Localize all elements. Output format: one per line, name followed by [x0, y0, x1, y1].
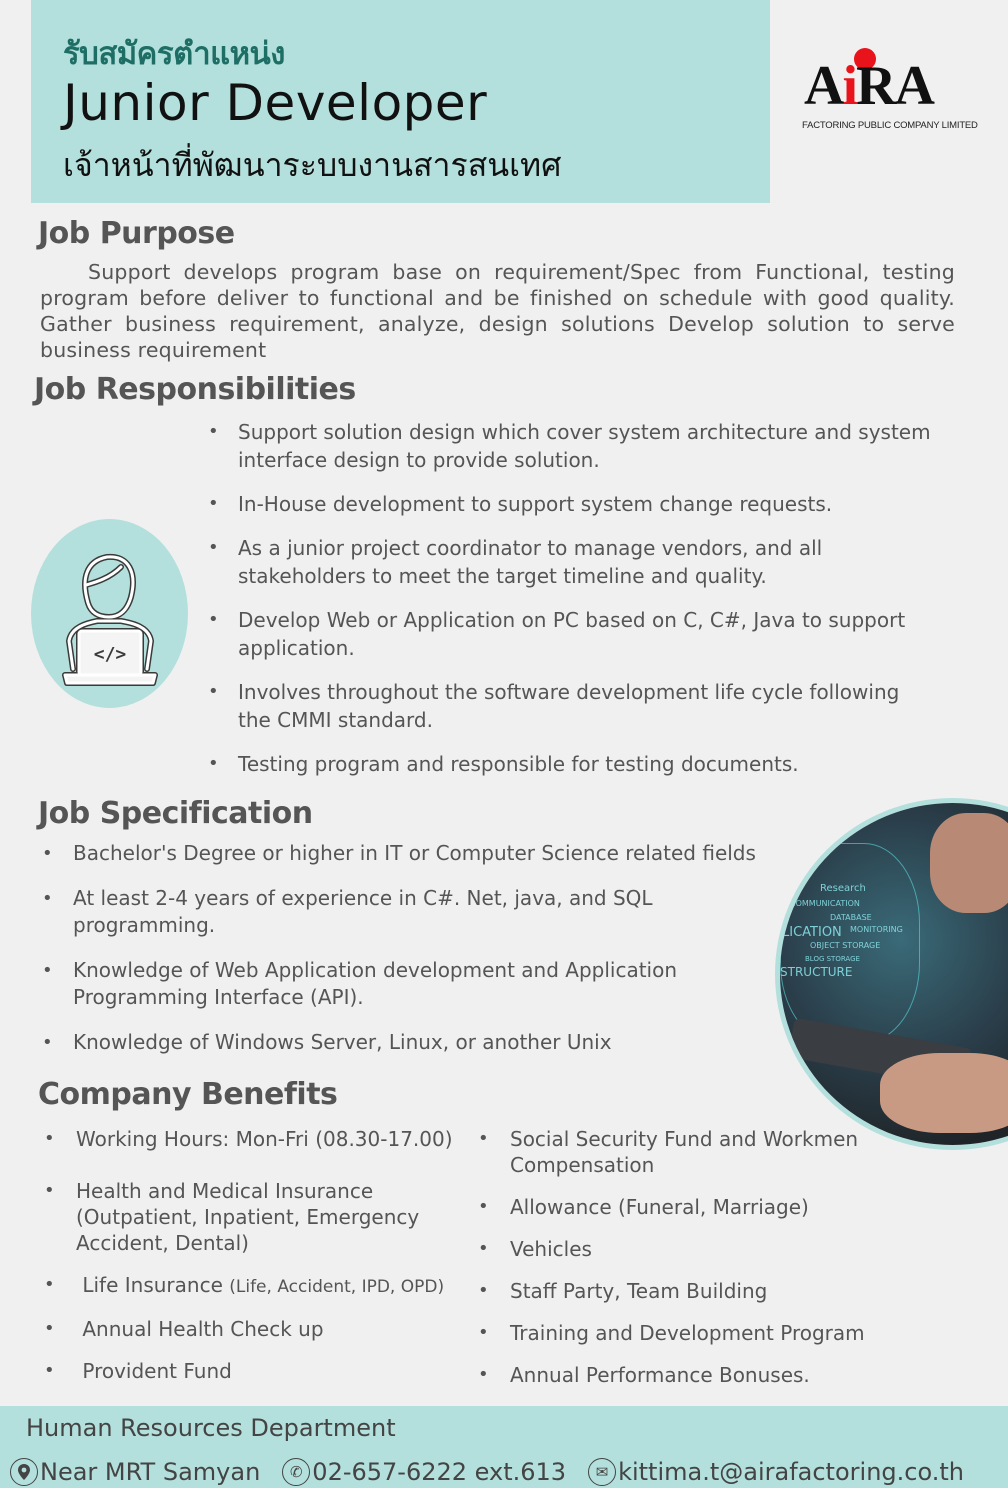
- company-benefits-heading: Company Benefits: [38, 1077, 338, 1112]
- contact-phone[interactable]: [282, 1458, 566, 1486]
- photo-tag: OBJECT STORAGE: [810, 941, 881, 950]
- list-item: • Allowance (Funeral, Marriage): [478, 1195, 809, 1219]
- job-specification-heading: Job Specification: [38, 796, 313, 831]
- list-item: • Annual Health Check up: [44, 1317, 324, 1341]
- responsibilities-list: [208, 418, 968, 794]
- list-item: • Training and Development Program: [478, 1321, 865, 1345]
- list-item: • Support solution design which cover system architecture and system interface design to provide solution.: [208, 420, 931, 472]
- list-item: • Social Security Fund and Workmen Compensation: [478, 1127, 859, 1177]
- phone-text[interactable]: 02-657-6222 ext.613: [312, 1458, 567, 1486]
- email-text[interactable]: kittima.t@airafactoring.co.th: [618, 1458, 964, 1486]
- list-item: • As a junior project coordinator to manage vendors, and all stakeholders to meet the target timeline and quality.: [208, 536, 823, 588]
- businessman-tablet-photo: [775, 798, 1008, 1150]
- job-responsibilities-heading: Job Responsibilities: [34, 372, 356, 407]
- header-kicker: รับสมัครตำแหน่ง: [63, 36, 285, 72]
- list-item: • Health and Medical Insurance (Outpatient, Inpatient, Emergency Accident, Dental): [44, 1179, 420, 1255]
- list-item: • Staff Party, Team Building: [478, 1279, 768, 1303]
- list-item: • Knowledge of Windows Server, Linux, or another Unix: [42, 1030, 612, 1054]
- list-item: • At least 2-4 years of experience in C#. Net, java, and SQL programming.: [42, 886, 653, 937]
- svg-text:</>: </>: [93, 644, 127, 665]
- list-item: • Annual Performance Bonuses.: [478, 1363, 810, 1387]
- list-item: • Involves throughout the software development life cycle following the CMMI standard.: [208, 680, 900, 732]
- contact-location: [10, 1458, 260, 1486]
- photo-tag: DATABASE: [830, 913, 872, 922]
- specification-list: [42, 840, 782, 1074]
- list-item: • Knowledge of Web Application development and Application Programming Interface (API).: [42, 958, 678, 1009]
- hand-lower: [880, 1053, 1008, 1133]
- developer-laptop-icon: [31, 519, 188, 708]
- list-item: • Vehicles: [478, 1237, 592, 1261]
- photo-tag: LICATION: [782, 925, 842, 940]
- list-item: • Provident Fund: [44, 1359, 232, 1383]
- photo-tag: STRUCTURE: [780, 965, 853, 979]
- list-item: • In-House development to support system change requests.: [208, 492, 833, 516]
- hand-upper: [930, 813, 1008, 913]
- email-icon: ✉: [588, 1458, 616, 1486]
- list-item: • Develop Web or Application on PC based on C, C#, Java to support application.: [208, 608, 906, 660]
- job-title-thai: เจ้าหน้าที่พัฒนาระบบงานสารสนเทศ: [63, 146, 562, 184]
- developer-illustration: [31, 519, 188, 708]
- list-item: • Bachelor's Degree or higher in IT or Computer Science related fields: [42, 841, 756, 865]
- benefits-list-right: [478, 1126, 898, 1404]
- job-purpose-text: Support develops program base on requirement/Spec from Functional, testing program before deliver to functional and be finished on schedule with good quality. Gather business requirement, analyze, design solutions Develop solution to serve business requirement: [40, 260, 955, 362]
- map-pin-icon: [10, 1458, 38, 1486]
- list-item: • Testing program and responsible for testing documents.: [208, 752, 799, 776]
- photo-tag: COMMUNICATION: [790, 899, 860, 908]
- job-title: Junior Developer: [63, 74, 488, 132]
- list-item: • Working Hours: Mon-Fri (08.30-17.00): [44, 1127, 453, 1151]
- contact-row: [10, 1458, 986, 1486]
- logo-tagline: FACTORING PUBLIC COMPANY LIMITED: [802, 120, 978, 131]
- job-purpose-heading: Job Purpose: [38, 216, 235, 251]
- contact-footer: [0, 1406, 1008, 1488]
- header-banner: [31, 0, 770, 203]
- logo-wordmark: AiRA: [804, 55, 933, 117]
- company-logo: [800, 44, 980, 134]
- location-text: Near MRT Samyan: [40, 1458, 261, 1486]
- benefits-list-left: [44, 1126, 474, 1400]
- contact-email[interactable]: [588, 1458, 964, 1486]
- department-name: Human Resources Department: [26, 1414, 396, 1442]
- list-item: • Life Insurance (Life, Accident, IPD, OPD): [44, 1273, 445, 1297]
- photo-tag: BLOG STORAGE: [805, 955, 860, 963]
- phone-icon: ✆: [282, 1458, 310, 1486]
- photo-tag: Research: [820, 883, 866, 894]
- photo-tag: MONITORING: [850, 925, 903, 934]
